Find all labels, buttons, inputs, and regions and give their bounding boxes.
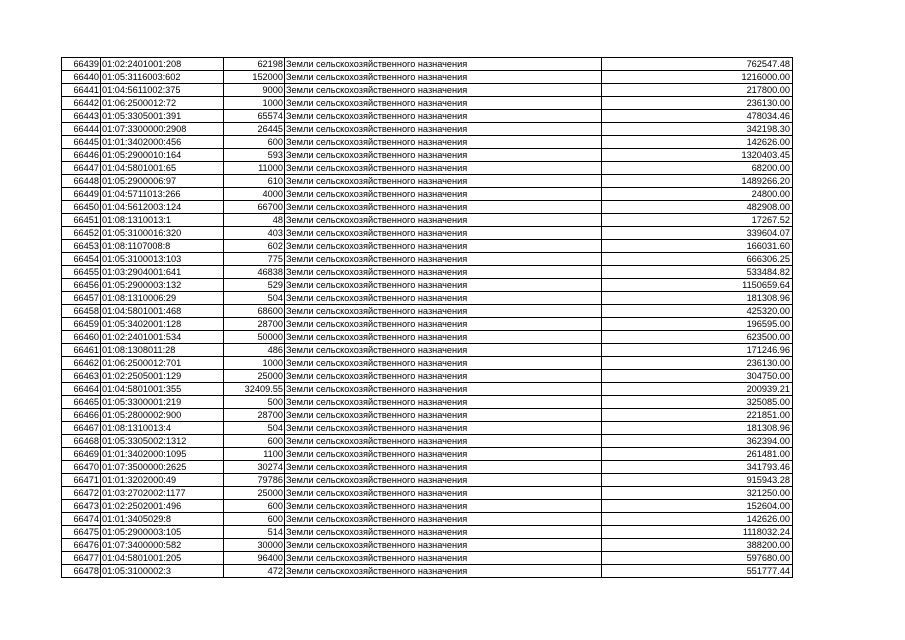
table-row [62, 305, 793, 318]
row-number-cell: 66468 [62, 435, 101, 448]
cadastral-cost-cell: 217800.00 [602, 84, 793, 97]
table-row [62, 84, 793, 97]
cadastral-cost-cell: 171246.96 [602, 344, 793, 357]
land-category-cell: Земли сельскохозяйственного назначения [285, 552, 602, 565]
cadastral-cost-cell: 221851.00 [602, 409, 793, 422]
table-row [62, 513, 793, 526]
area-cell: 600 [224, 513, 285, 526]
row-number-cell: 66467 [62, 422, 101, 435]
land-category-cell: Земли сельскохозяйственного назначения [285, 110, 602, 123]
area-cell: 30000 [224, 539, 285, 552]
area-cell: 68600 [224, 305, 285, 318]
cadastral-number-cell: 01:02:2505001:129 [101, 370, 224, 383]
cadastral-cost-cell: 482908.00 [602, 201, 793, 214]
row-number-cell: 66448 [62, 175, 101, 188]
cadastral-number-cell: 01:08:1310006:29 [101, 292, 224, 305]
row-number-cell: 66454 [62, 253, 101, 266]
area-cell: 1100 [224, 448, 285, 461]
row-number-cell: 66470 [62, 461, 101, 474]
row-number-cell: 66462 [62, 357, 101, 370]
table-row [62, 227, 793, 240]
area-cell: 593 [224, 149, 285, 162]
cadastral-number-cell: 01:05:3305001:391 [101, 110, 224, 123]
cadastral-cost-cell: 1118032.24 [602, 526, 793, 539]
row-number-cell: 66460 [62, 331, 101, 344]
cadastral-number-cell: 01:01:3402000:1095 [101, 448, 224, 461]
table-row [62, 552, 793, 565]
area-cell: 504 [224, 292, 285, 305]
land-category-cell: Земли сельскохозяйственного назначения [285, 253, 602, 266]
land-category-cell: Земли сельскохозяйственного назначения [285, 227, 602, 240]
cadastral-number-cell: 01:05:3402001:128 [101, 318, 224, 331]
area-cell: 28700 [224, 318, 285, 331]
cadastral-number-cell: 01:05:2800002:900 [101, 409, 224, 422]
area-cell: 4000 [224, 188, 285, 201]
land-category-cell: Земли сельскохозяйственного назначения [285, 201, 602, 214]
cadastral-cost-cell: 339604.07 [602, 227, 793, 240]
table-row [62, 383, 793, 396]
row-number-cell: 66463 [62, 370, 101, 383]
area-cell: 79786 [224, 474, 285, 487]
cadastral-number-cell: 01:01:3405029:8 [101, 513, 224, 526]
land-category-cell: Земли сельскохозяйственного назначения [285, 331, 602, 344]
row-number-cell: 66466 [62, 409, 101, 422]
row-number-cell: 66457 [62, 292, 101, 305]
cadastral-cost-cell: 261481.00 [602, 448, 793, 461]
cadastral-cost-cell: 1216000.00 [602, 71, 793, 84]
area-cell: 11000 [224, 162, 285, 175]
land-category-cell: Земли сельскохозяйственного назначения [285, 266, 602, 279]
land-category-cell: Земли сельскохозяйственного назначения [285, 383, 602, 396]
area-cell: 66700 [224, 201, 285, 214]
cadastral-number-cell: 01:05:3100016:320 [101, 227, 224, 240]
cadastral-cost-cell: 623500.00 [602, 331, 793, 344]
area-cell: 30274 [224, 461, 285, 474]
cadastral-cost-cell: 236130.00 [602, 357, 793, 370]
row-number-cell: 66452 [62, 227, 101, 240]
table-row [62, 136, 793, 149]
cadastral-cost-cell: 597680.00 [602, 552, 793, 565]
cadastral-number-cell: 01:04:5801001:355 [101, 383, 224, 396]
cadastral-cost-cell: 24800.00 [602, 188, 793, 201]
row-number-cell: 66458 [62, 305, 101, 318]
row-number-cell: 66456 [62, 279, 101, 292]
cadastral-number-cell: 01:04:5612003:124 [101, 201, 224, 214]
table-row [62, 123, 793, 136]
row-number-cell: 66471 [62, 474, 101, 487]
cadastral-cost-cell: 478034.46 [602, 110, 793, 123]
cadastral-number-cell: 01:05:2900010:164 [101, 149, 224, 162]
land-category-cell: Земли сельскохозяйственного назначения [285, 214, 602, 227]
cadastral-number-cell: 01:05:2900003:105 [101, 526, 224, 539]
land-category-cell: Земли сельскохозяйственного назначения [285, 71, 602, 84]
row-number-cell: 66474 [62, 513, 101, 526]
area-cell: 48 [224, 214, 285, 227]
area-cell: 403 [224, 227, 285, 240]
table-row [62, 409, 793, 422]
row-number-cell: 66446 [62, 149, 101, 162]
cadastral-number-cell: 01:04:5611002:375 [101, 84, 224, 97]
cadastral-number-cell: 01:01:3402000:456 [101, 136, 224, 149]
table-row [62, 500, 793, 513]
table-row [62, 97, 793, 110]
cadastral-number-cell: 01:06:2500012:72 [101, 97, 224, 110]
row-number-cell: 66453 [62, 240, 101, 253]
cadastral-cost-cell: 166031.60 [602, 240, 793, 253]
cadastral-cost-cell: 181308.96 [602, 292, 793, 305]
row-number-cell: 66444 [62, 123, 101, 136]
cadastral-number-cell: 01:02:2502001:496 [101, 500, 224, 513]
table-row [62, 201, 793, 214]
area-cell: 46838 [224, 266, 285, 279]
table-row [62, 565, 793, 578]
cadastral-number-cell: 01:08:1310013:1 [101, 214, 224, 227]
land-category-cell: Земли сельскохозяйственного назначения [285, 97, 602, 110]
area-cell: 62198 [224, 58, 285, 71]
cadastral-cost-cell: 362394.00 [602, 435, 793, 448]
row-number-cell: 66461 [62, 344, 101, 357]
table-row [62, 214, 793, 227]
table-row [62, 58, 793, 71]
area-cell: 610 [224, 175, 285, 188]
area-cell: 504 [224, 422, 285, 435]
cadastral-cost-cell: 325085.00 [602, 396, 793, 409]
cadastral-cost-cell: 200939.21 [602, 383, 793, 396]
land-category-cell: Земли сельскохозяйственного назначения [285, 500, 602, 513]
table-row [62, 526, 793, 539]
cadastral-cost-cell: 388200.00 [602, 539, 793, 552]
cadastral-cost-cell: 1320403.45 [602, 149, 793, 162]
table-row [62, 279, 793, 292]
land-category-cell: Земли сельскохозяйственного назначения [285, 435, 602, 448]
area-cell: 25000 [224, 487, 285, 500]
row-number-cell: 66439 [62, 58, 101, 71]
cadastral-number-cell: 01:03:2904001:641 [101, 266, 224, 279]
land-category-cell: Земли сельскохозяйственного назначения [285, 318, 602, 331]
cadastral-number-cell: 01:02:2401001:534 [101, 331, 224, 344]
cadastral-number-cell: 01:05:2900006:97 [101, 175, 224, 188]
row-number-cell: 66478 [62, 565, 101, 578]
cadastral-cost-cell: 915943.28 [602, 474, 793, 487]
cadastral-number-cell: 01:05:3305002:1312 [101, 435, 224, 448]
row-number-cell: 66464 [62, 383, 101, 396]
land-category-cell: Земли сельскохозяйственного назначения [285, 123, 602, 136]
area-cell: 500 [224, 396, 285, 409]
cadastral-cost-cell: 17267.52 [602, 214, 793, 227]
cadastral-cost-cell: 1489266.20 [602, 175, 793, 188]
table-row [62, 110, 793, 123]
cadastral-number-cell: 01:04:5801001:205 [101, 552, 224, 565]
area-cell: 25000 [224, 370, 285, 383]
table-row [62, 253, 793, 266]
land-category-cell: Земли сельскохозяйственного назначения [285, 357, 602, 370]
row-number-cell: 66472 [62, 487, 101, 500]
land-category-cell: Земли сельскохозяйственного назначения [285, 539, 602, 552]
row-number-cell: 66469 [62, 448, 101, 461]
row-number-cell: 66449 [62, 188, 101, 201]
area-cell: 1000 [224, 97, 285, 110]
cadastral-number-cell: 01:05:2900003:132 [101, 279, 224, 292]
land-category-cell: Земли сельскохозяйственного назначения [285, 448, 602, 461]
table-row [62, 149, 793, 162]
cadastral-cost-cell: 304750.00 [602, 370, 793, 383]
table-row [62, 487, 793, 500]
cadastral-number-cell: 01:03:2702002:1177 [101, 487, 224, 500]
cadastral-cost-cell: 196595.00 [602, 318, 793, 331]
table-row [62, 435, 793, 448]
cadastral-number-cell: 01:04:5711013:266 [101, 188, 224, 201]
area-cell: 600 [224, 136, 285, 149]
land-category-cell: Земли сельскохозяйственного назначения [285, 149, 602, 162]
land-category-cell: Земли сельскохозяйственного назначения [285, 175, 602, 188]
table-row [62, 344, 793, 357]
land-category-cell: Земли сельскохозяйственного назначения [285, 370, 602, 383]
table-row [62, 175, 793, 188]
cadastral-cost-cell: 551777.44 [602, 565, 793, 578]
table-body [62, 58, 793, 578]
table-row [62, 266, 793, 279]
land-category-cell: Земли сельскохозяйственного назначения [285, 279, 602, 292]
area-cell: 529 [224, 279, 285, 292]
land-category-cell: Земли сельскохозяйственного назначения [285, 58, 602, 71]
area-cell: 486 [224, 344, 285, 357]
cadastral-number-cell: 01:04:5801001:65 [101, 162, 224, 175]
cadastral-cost-cell: 666306.25 [602, 253, 793, 266]
table-row [62, 292, 793, 305]
cadastral-cost-cell: 236130.00 [602, 97, 793, 110]
cadastral-cost-cell: 533484.82 [602, 266, 793, 279]
row-number-cell: 66450 [62, 201, 101, 214]
row-number-cell: 66440 [62, 71, 101, 84]
cadastral-number-cell: 01:04:5801001:468 [101, 305, 224, 318]
table-row [62, 71, 793, 84]
table-row [62, 240, 793, 253]
area-cell: 152000 [224, 71, 285, 84]
cadastral-cost-cell: 762547.48 [602, 58, 793, 71]
cadastral-cost-cell: 342198.30 [602, 123, 793, 136]
land-category-cell: Земли сельскохозяйственного назначения [285, 396, 602, 409]
row-number-cell: 66451 [62, 214, 101, 227]
land-category-cell: Земли сельскохозяйственного назначения [285, 565, 602, 578]
table-row [62, 474, 793, 487]
land-category-cell: Земли сельскохозяйственного назначения [285, 474, 602, 487]
table-row [62, 162, 793, 175]
land-category-cell: Земли сельскохозяйственного назначения [285, 84, 602, 97]
land-category-cell: Земли сельскохозяйственного назначения [285, 487, 602, 500]
cadastral-number-cell: 01:08:1310013:4 [101, 422, 224, 435]
table-row [62, 331, 793, 344]
area-cell: 96400 [224, 552, 285, 565]
row-number-cell: 66447 [62, 162, 101, 175]
cadastral-number-cell: 01:05:3116003:602 [101, 71, 224, 84]
row-number-cell: 66455 [62, 266, 101, 279]
table-row [62, 448, 793, 461]
table-row [62, 188, 793, 201]
area-cell: 775 [224, 253, 285, 266]
land-parcel-table [61, 57, 793, 578]
row-number-cell: 66459 [62, 318, 101, 331]
table-row [62, 318, 793, 331]
table-row [62, 461, 793, 474]
area-cell: 600 [224, 500, 285, 513]
land-category-cell: Земли сельскохозяйственного назначения [285, 344, 602, 357]
area-cell: 600 [224, 435, 285, 448]
area-cell: 9000 [224, 84, 285, 97]
land-category-cell: Земли сельскохозяйственного назначения [285, 292, 602, 305]
land-category-cell: Земли сельскохозяйственного назначения [285, 162, 602, 175]
cadastral-cost-cell: 181308.96 [602, 422, 793, 435]
cadastral-cost-cell: 1150659.64 [602, 279, 793, 292]
table-row [62, 357, 793, 370]
area-cell: 1000 [224, 357, 285, 370]
row-number-cell: 66442 [62, 97, 101, 110]
row-number-cell: 66443 [62, 110, 101, 123]
area-cell: 28700 [224, 409, 285, 422]
land-category-cell: Земли сельскохозяйственного назначения [285, 188, 602, 201]
cadastral-number-cell: 01:05:3100002:3 [101, 565, 224, 578]
cadastral-cost-cell: 142626.00 [602, 513, 793, 526]
table-row [62, 396, 793, 409]
row-number-cell: 66445 [62, 136, 101, 149]
cadastral-cost-cell: 142626.00 [602, 136, 793, 149]
cadastral-cost-cell: 425320.00 [602, 305, 793, 318]
row-number-cell: 66441 [62, 84, 101, 97]
cadastral-cost-cell: 68200.00 [602, 162, 793, 175]
row-number-cell: 66475 [62, 526, 101, 539]
land-category-cell: Земли сельскохозяйственного назначения [285, 409, 602, 422]
land-category-cell: Земли сельскохозяйственного назначения [285, 461, 602, 474]
cadastral-number-cell: 01:06:2500012:701 [101, 357, 224, 370]
cadastral-number-cell: 01:07:3300000:2908 [101, 123, 224, 136]
row-number-cell: 66477 [62, 552, 101, 565]
cadastral-number-cell: 01:02:2401001:208 [101, 58, 224, 71]
cadastral-number-cell: 01:07:3500000:2625 [101, 461, 224, 474]
row-number-cell: 66473 [62, 500, 101, 513]
land-category-cell: Земли сельскохозяйственного назначения [285, 136, 602, 149]
area-cell: 514 [224, 526, 285, 539]
row-number-cell: 66476 [62, 539, 101, 552]
land-category-cell: Земли сельскохозяйственного назначения [285, 526, 602, 539]
land-category-cell: Земли сельскохозяйственного назначения [285, 422, 602, 435]
cadastral-number-cell: 01:07:3400000:582 [101, 539, 224, 552]
area-cell: 602 [224, 240, 285, 253]
area-cell: 32409.55 [224, 383, 285, 396]
area-cell: 26445 [224, 123, 285, 136]
cadastral-number-cell: 01:01:3202000:49 [101, 474, 224, 487]
area-cell: 65574 [224, 110, 285, 123]
table-row [62, 539, 793, 552]
table-row [62, 370, 793, 383]
land-category-cell: Земли сельскохозяйственного назначения [285, 305, 602, 318]
cadastral-cost-cell: 321250.00 [602, 487, 793, 500]
cadastral-number-cell: 01:08:1107008:8 [101, 240, 224, 253]
row-number-cell: 66465 [62, 396, 101, 409]
cadastral-cost-cell: 152604.00 [602, 500, 793, 513]
land-category-cell: Земли сельскохозяйственного назначения [285, 513, 602, 526]
area-cell: 472 [224, 565, 285, 578]
table-row [62, 422, 793, 435]
cadastral-number-cell: 01:08:1308011:28 [101, 344, 224, 357]
cadastral-cost-cell: 341793.46 [602, 461, 793, 474]
area-cell: 50000 [224, 331, 285, 344]
cadastral-number-cell: 01:05:3100013:103 [101, 253, 224, 266]
cadastral-number-cell: 01:05:3300001:219 [101, 396, 224, 409]
land-category-cell: Земли сельскохозяйственного назначения [285, 240, 602, 253]
